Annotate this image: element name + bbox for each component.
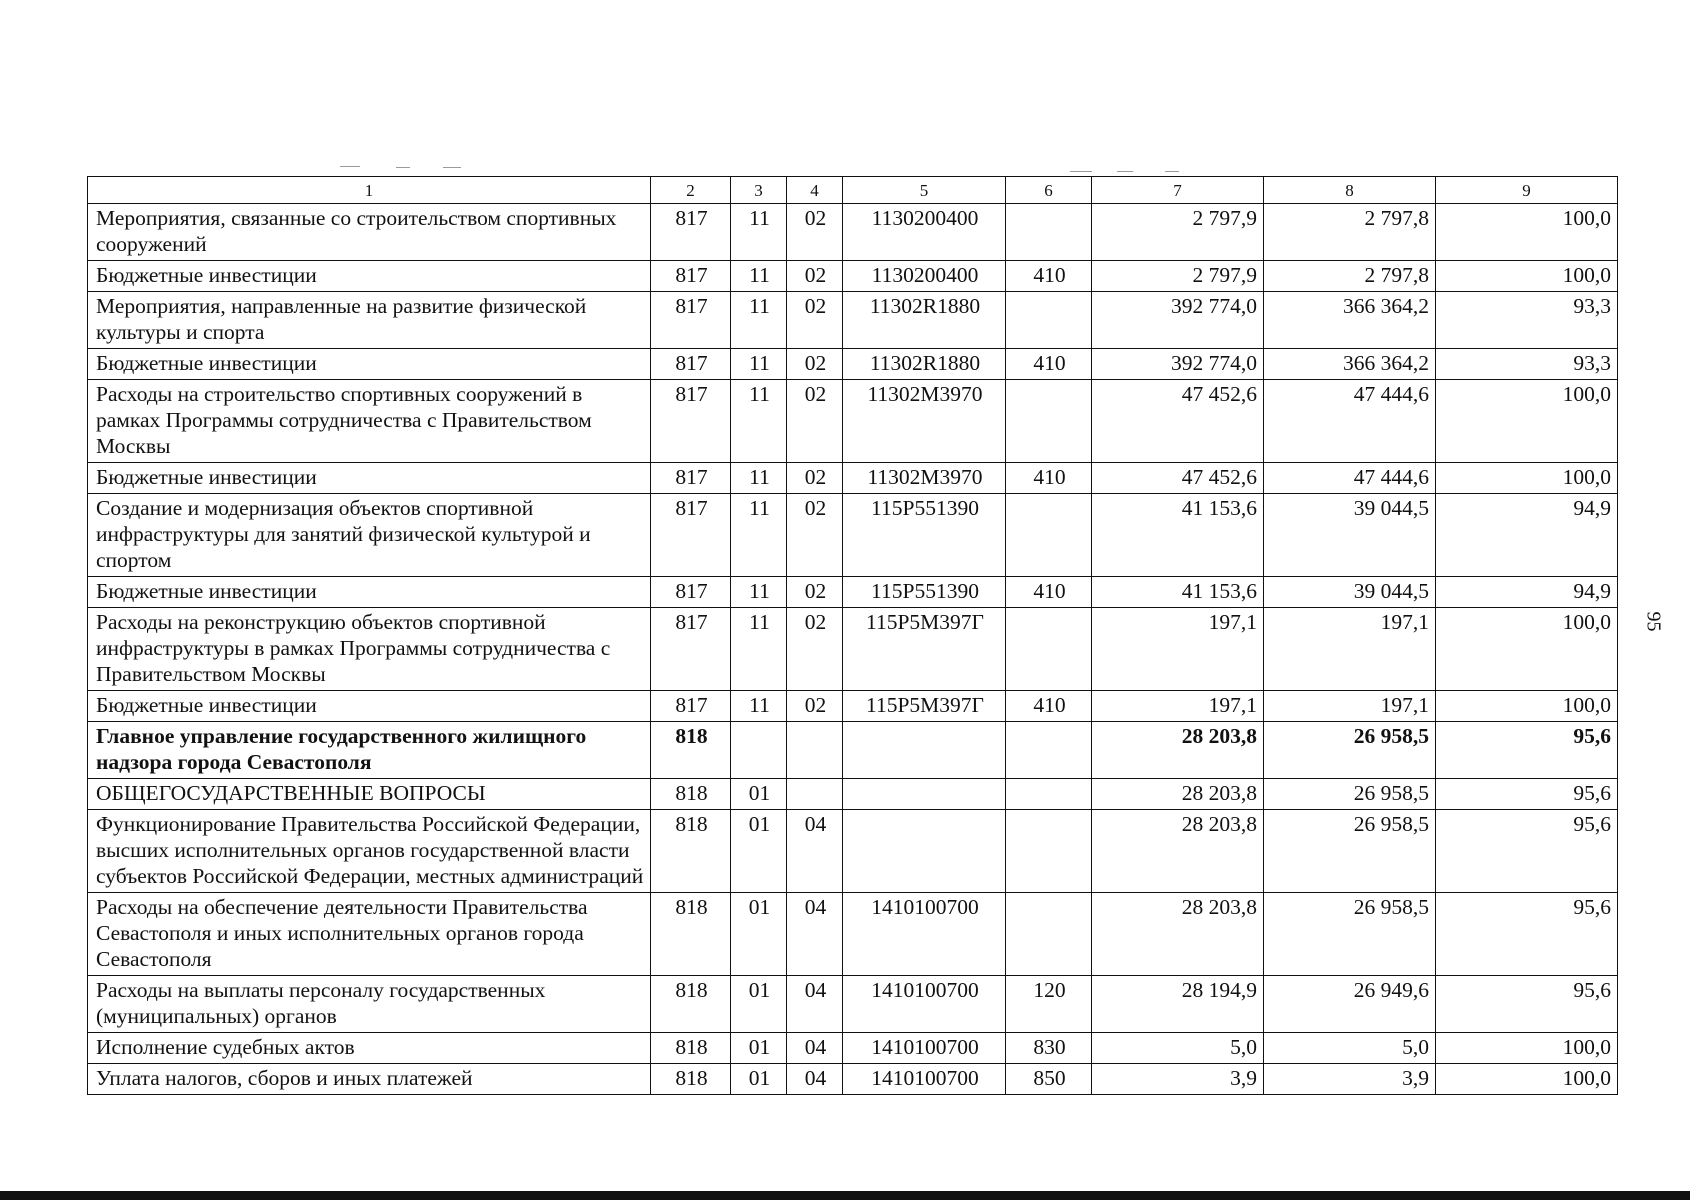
- chapter-code: 817: [651, 463, 731, 494]
- target-article-code: [843, 810, 1006, 893]
- table-row: [88, 349, 1618, 380]
- planned-amount: 28 194,9: [1092, 976, 1264, 1033]
- section-code: 11: [731, 463, 787, 494]
- executed-amount: 26 958,5: [1264, 893, 1436, 976]
- executed-amount: 197,1: [1264, 608, 1436, 691]
- row-name: Исполнение судебных актов: [88, 1033, 651, 1064]
- chapter-code: 817: [651, 349, 731, 380]
- execution-percent: 95,6: [1436, 810, 1618, 893]
- planned-amount: 197,1: [1092, 608, 1264, 691]
- execution-percent: 95,6: [1436, 893, 1618, 976]
- column-number: 6: [1006, 177, 1092, 204]
- executed-amount: 366 364,2: [1264, 349, 1436, 380]
- subsection-code: 02: [787, 577, 843, 608]
- column-number: 9: [1436, 177, 1618, 204]
- execution-percent: 100,0: [1436, 691, 1618, 722]
- expense-type-code: 410: [1006, 349, 1092, 380]
- executed-amount: 39 044,5: [1264, 494, 1436, 577]
- planned-amount: 392 774,0: [1092, 292, 1264, 349]
- chapter-code: 817: [651, 292, 731, 349]
- target-article-code: 115P551390: [843, 494, 1006, 577]
- execution-percent: 100,0: [1436, 1064, 1618, 1095]
- target-article-code: 11302R1880: [843, 292, 1006, 349]
- section-code: 11: [731, 292, 787, 349]
- execution-percent: 93,3: [1436, 349, 1618, 380]
- row-name: Бюджетные инвестиции: [88, 349, 651, 380]
- expense-type-code: [1006, 292, 1092, 349]
- row-name: Мероприятия, связанные со строительством спортивных сооружений: [88, 204, 651, 261]
- subsection-code: 02: [787, 292, 843, 349]
- expense-type-code: 410: [1006, 691, 1092, 722]
- planned-amount: 28 203,8: [1092, 893, 1264, 976]
- table-row: [88, 380, 1618, 463]
- planned-amount: 28 203,8: [1092, 722, 1264, 779]
- subsection-code: 02: [787, 204, 843, 261]
- section-code: 01: [731, 1033, 787, 1064]
- row-name: Бюджетные инвестиции: [88, 261, 651, 292]
- chapter-code: 818: [651, 722, 731, 779]
- subsection-code: 04: [787, 810, 843, 893]
- row-name: Бюджетные инвестиции: [88, 577, 651, 608]
- target-article-code: [843, 779, 1006, 810]
- section-code: 01: [731, 810, 787, 893]
- expense-type-code: 850: [1006, 1064, 1092, 1095]
- planned-amount: 197,1: [1092, 691, 1264, 722]
- chapter-code: 817: [651, 691, 731, 722]
- table-row: [88, 292, 1618, 349]
- target-article-code: 115P551390: [843, 577, 1006, 608]
- executed-amount: 39 044,5: [1264, 577, 1436, 608]
- table-row: [88, 463, 1618, 494]
- subsection-code: 02: [787, 463, 843, 494]
- chapter-code: 818: [651, 779, 731, 810]
- subsection-code: 02: [787, 380, 843, 463]
- target-article-code: 11302М3970: [843, 463, 1006, 494]
- expense-type-code: 410: [1006, 261, 1092, 292]
- subsection-code: [787, 779, 843, 810]
- target-article-code: 115P5М397Г: [843, 608, 1006, 691]
- table-row: [88, 261, 1618, 292]
- chapter-code: 818: [651, 893, 731, 976]
- subsection-code: 02: [787, 261, 843, 292]
- execution-percent: 95,6: [1436, 779, 1618, 810]
- execution-percent: 100,0: [1436, 1033, 1618, 1064]
- subsection-code: 02: [787, 691, 843, 722]
- planned-amount: 2 797,9: [1092, 204, 1264, 261]
- expense-type-code: [1006, 494, 1092, 577]
- table-row: [88, 494, 1618, 577]
- section-code: 11: [731, 577, 787, 608]
- expense-type-code: 120: [1006, 976, 1092, 1033]
- executed-amount: 47 444,6: [1264, 380, 1436, 463]
- execution-percent: 100,0: [1436, 380, 1618, 463]
- planned-amount: 47 452,6: [1092, 463, 1264, 494]
- planned-amount: 5,0: [1092, 1033, 1264, 1064]
- table-row: [88, 893, 1618, 976]
- expense-type-code: 410: [1006, 463, 1092, 494]
- executed-amount: 47 444,6: [1264, 463, 1436, 494]
- chapter-code: 818: [651, 976, 731, 1033]
- executed-amount: 3,9: [1264, 1064, 1436, 1095]
- column-number: 5: [843, 177, 1006, 204]
- execution-percent: 100,0: [1436, 261, 1618, 292]
- expense-type-code: 830: [1006, 1033, 1092, 1064]
- row-name: Расходы на строительство спортивных сооружений в рамках Программы сотрудничества с Правительством Москвы: [88, 380, 651, 463]
- section-code: 01: [731, 779, 787, 810]
- expense-type-code: [1006, 779, 1092, 810]
- section-code: [731, 722, 787, 779]
- section-code: 11: [731, 261, 787, 292]
- execution-percent: 94,9: [1436, 494, 1618, 577]
- table-row: [88, 691, 1618, 722]
- row-name: Главное управление государственного жилищного надзора города Севастополя: [88, 722, 651, 779]
- target-article-code: 1130200400: [843, 204, 1006, 261]
- planned-amount: 28 203,8: [1092, 779, 1264, 810]
- page-number: 95: [1642, 611, 1665, 632]
- chapter-code: 817: [651, 577, 731, 608]
- subsection-code: [787, 722, 843, 779]
- execution-percent: 100,0: [1436, 608, 1618, 691]
- row-name: Уплата налогов, сборов и иных платежей: [88, 1064, 651, 1095]
- section-code: 01: [731, 976, 787, 1033]
- section-code: 11: [731, 349, 787, 380]
- planned-amount: 2 797,9: [1092, 261, 1264, 292]
- execution-percent: 100,0: [1436, 204, 1618, 261]
- expense-type-code: [1006, 722, 1092, 779]
- executed-amount: 197,1: [1264, 691, 1436, 722]
- planned-amount: 41 153,6: [1092, 577, 1264, 608]
- row-name: Расходы на выплаты персоналу государственных (муниципальных) органов: [88, 976, 651, 1033]
- execution-percent: 95,6: [1436, 976, 1618, 1033]
- column-number-row: [88, 177, 1618, 204]
- planned-amount: 392 774,0: [1092, 349, 1264, 380]
- section-code: 11: [731, 204, 787, 261]
- subsection-code: 04: [787, 976, 843, 1033]
- expense-type-code: [1006, 204, 1092, 261]
- column-number: 2: [651, 177, 731, 204]
- table-row: [88, 810, 1618, 893]
- target-article-code: [843, 722, 1006, 779]
- expense-type-code: [1006, 608, 1092, 691]
- bottom-edge-bar: [0, 1191, 1690, 1200]
- execution-percent: 93,3: [1436, 292, 1618, 349]
- executed-amount: 5,0: [1264, 1033, 1436, 1064]
- target-article-code: 115P5М397Г: [843, 691, 1006, 722]
- section-code: 11: [731, 691, 787, 722]
- chapter-code: 818: [651, 1064, 731, 1095]
- executed-amount: 26 958,5: [1264, 722, 1436, 779]
- target-article-code: 1410100700: [843, 1033, 1006, 1064]
- subsection-code: 02: [787, 608, 843, 691]
- table-row: [88, 1064, 1618, 1095]
- target-article-code: 1410100700: [843, 893, 1006, 976]
- execution-percent: 94,9: [1436, 577, 1618, 608]
- row-name: Бюджетные инвестиции: [88, 691, 651, 722]
- row-name: ОБЩЕГОСУДАРСТВЕННЫЕ ВОПРОСЫ: [88, 779, 651, 810]
- section-code: 01: [731, 893, 787, 976]
- column-number: 3: [731, 177, 787, 204]
- row-name: Расходы на обеспечение деятельности Правительства Севастополя и иных исполнительных органов города Севастополя: [88, 893, 651, 976]
- planned-amount: 28 203,8: [1092, 810, 1264, 893]
- target-article-code: 1130200400: [843, 261, 1006, 292]
- subsection-code: 04: [787, 1033, 843, 1064]
- chapter-code: 817: [651, 380, 731, 463]
- executed-amount: 2 797,8: [1264, 204, 1436, 261]
- execution-percent: 100,0: [1436, 463, 1618, 494]
- chapter-code: 817: [651, 608, 731, 691]
- table-row: [88, 779, 1618, 810]
- table-row: [88, 722, 1618, 779]
- target-article-code: 1410100700: [843, 976, 1006, 1033]
- subsection-code: 02: [787, 494, 843, 577]
- chapter-code: 818: [651, 1033, 731, 1064]
- table-body: [88, 177, 1618, 1095]
- column-number: 8: [1264, 177, 1436, 204]
- column-number: 4: [787, 177, 843, 204]
- planned-amount: 41 153,6: [1092, 494, 1264, 577]
- chapter-code: 817: [651, 204, 731, 261]
- section-code: 11: [731, 380, 787, 463]
- table-row: [88, 976, 1618, 1033]
- row-name: Бюджетные инвестиции: [88, 463, 651, 494]
- target-article-code: 11302R1880: [843, 349, 1006, 380]
- chapter-code: 818: [651, 810, 731, 893]
- expense-type-code: [1006, 810, 1092, 893]
- expense-type-code: 410: [1006, 577, 1092, 608]
- subsection-code: 04: [787, 893, 843, 976]
- execution-percent: 95,6: [1436, 722, 1618, 779]
- section-code: 11: [731, 608, 787, 691]
- table-row: [88, 608, 1618, 691]
- expense-type-code: [1006, 380, 1092, 463]
- budget-table: [87, 176, 1618, 1095]
- section-code: 01: [731, 1064, 787, 1095]
- target-article-code: 11302М3970: [843, 380, 1006, 463]
- target-article-code: 1410100700: [843, 1064, 1006, 1095]
- planned-amount: 3,9: [1092, 1064, 1264, 1095]
- column-number: 7: [1092, 177, 1264, 204]
- executed-amount: 26 958,5: [1264, 810, 1436, 893]
- subsection-code: 04: [787, 1064, 843, 1095]
- column-number: 1: [88, 177, 651, 204]
- planned-amount: 47 452,6: [1092, 380, 1264, 463]
- row-name: Расходы на реконструкцию объектов спортивной инфраструктуры в рамках Программы сотрудничества с Правительством Москвы: [88, 608, 651, 691]
- chapter-code: 817: [651, 494, 731, 577]
- table-row: [88, 1033, 1618, 1064]
- table-row: [88, 577, 1618, 608]
- executed-amount: 366 364,2: [1264, 292, 1436, 349]
- executed-amount: 26 949,6: [1264, 976, 1436, 1033]
- row-name: Мероприятия, направленные на развитие физической культуры и спорта: [88, 292, 651, 349]
- section-code: 11: [731, 494, 787, 577]
- row-name: Создание и модернизация объектов спортивной инфраструктуры для занятий физической культурой и спортом: [88, 494, 651, 577]
- chapter-code: 817: [651, 261, 731, 292]
- table-row: [88, 204, 1618, 261]
- executed-amount: 2 797,8: [1264, 261, 1436, 292]
- subsection-code: 02: [787, 349, 843, 380]
- expense-type-code: [1006, 893, 1092, 976]
- row-name: Функционирование Правительства Российской Федерации, высших исполнительных органов государственной власти субъектов Российской Федерации, местных администраций: [88, 810, 651, 893]
- executed-amount: 26 958,5: [1264, 779, 1436, 810]
